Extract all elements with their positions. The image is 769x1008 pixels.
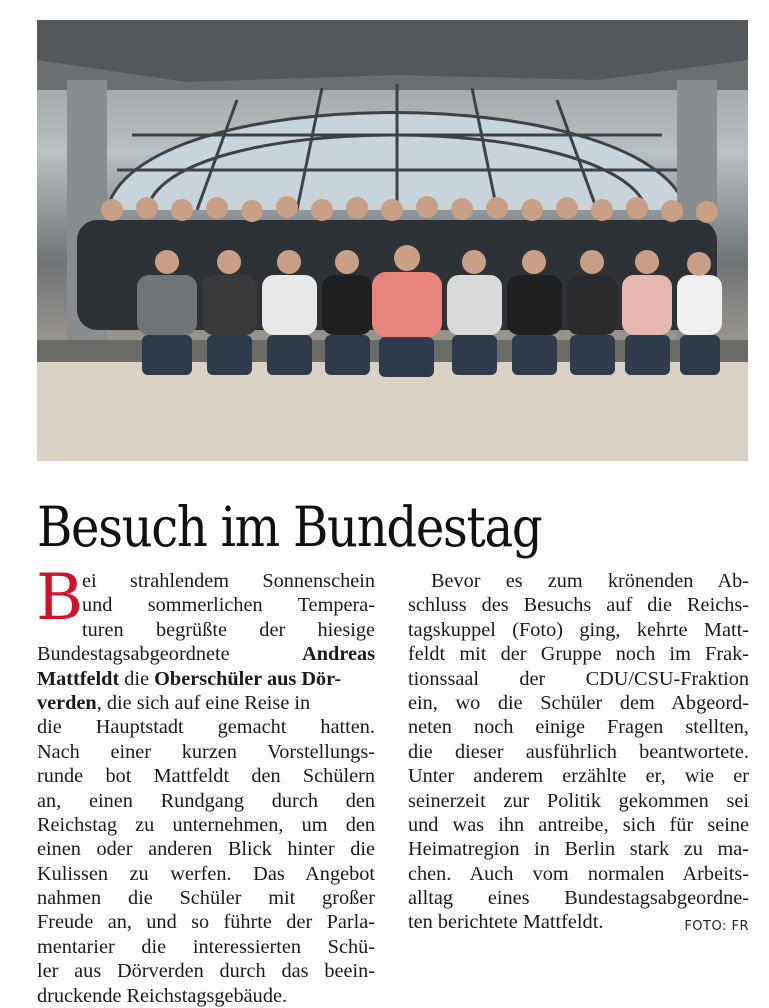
text-line: die dieser ausführlich beantwortete. xyxy=(408,740,749,763)
text-line: feldt mit der Gruppe noch im Frak- xyxy=(408,643,749,666)
photo-credit: FOTO: FR xyxy=(684,919,749,935)
group-photo-icon xyxy=(37,20,748,461)
text-line: Unter anderem erzählte er, wie er xyxy=(408,765,749,788)
drop-cap: B xyxy=(36,561,84,635)
article-photo xyxy=(37,20,748,461)
text-line: Freude an, und so führte der Parla- xyxy=(37,911,375,934)
text-line: Reichstag zu unternehmen, um den xyxy=(37,813,375,836)
text-line xyxy=(408,910,749,934)
text-line: Kulissen zu werfen. Das Angebot xyxy=(37,862,375,885)
text-line: chen. Auch vom normalen Arbeits- xyxy=(408,862,749,885)
text-line xyxy=(37,642,375,666)
text-line: schluss des Besuchs auf die Reichs- xyxy=(408,594,749,617)
text-segment: ten berichtete Mattfeldt. xyxy=(408,911,604,934)
name-bold: Mattfeldt xyxy=(37,667,120,690)
name-bold: Andreas xyxy=(302,643,375,666)
text-line: nahmen die Schüler mit großer xyxy=(37,887,375,910)
text-line: Bevor es zum krönenden Ab- xyxy=(431,570,749,592)
text-line: seinerzeit zur Politik gekommen sei xyxy=(408,789,749,812)
text-line: und was ihn antreibe, sich für seine xyxy=(408,813,749,836)
text-line xyxy=(37,691,375,715)
text-segment: , die sich auf eine Reise in xyxy=(96,691,311,714)
text-line: an, einen Rundgang durch den xyxy=(37,789,375,812)
text-line: Heimatregion in Berlin stark zu ma- xyxy=(408,838,749,861)
article-column-right xyxy=(408,569,749,935)
text-line: druckende Reichstagsgebäude. xyxy=(37,984,288,1007)
text-segment: Bundestagsabgeordnete xyxy=(37,643,230,666)
text-line: und sommerlichen Tempera- xyxy=(82,594,375,617)
school-bold: verden xyxy=(37,691,97,714)
text-segment: die xyxy=(119,667,155,690)
text-line: neten noch einige Fragen stellten, xyxy=(408,716,749,739)
text-line: turen begrüßte der hiesige xyxy=(82,618,375,641)
text-line: alltag eines Bundestagsabgeordne- xyxy=(408,887,749,910)
article-column-left xyxy=(36,561,375,1008)
text-line: tagskuppel (Foto) ging, kehrte Matt- xyxy=(408,618,749,641)
text-line: runde bot Mattfeldt den Schülern xyxy=(37,765,375,788)
text-line: die Hauptstadt gemacht hatten. xyxy=(37,716,375,739)
text-line xyxy=(37,667,375,691)
school-bold: Oberschüler aus Dör- xyxy=(154,667,342,690)
text-line: ein, wo die Schüler dem Abgeord- xyxy=(408,691,749,714)
text-line: mentarier die interessierten Schü- xyxy=(37,935,375,958)
article-headline: Besuch im Bundestag xyxy=(37,495,542,559)
text-line: ei strahlendem Sonnenschein xyxy=(82,570,375,592)
text-line: einen oder anderen Blick hinter die xyxy=(37,838,375,861)
text-line: Nach einer kurzen Vorstellungs- xyxy=(37,740,375,763)
text-line: tionssaal der CDU/CSU-Fraktion xyxy=(408,667,749,690)
text-line: ler aus Dörverden durch das beein- xyxy=(37,960,375,983)
